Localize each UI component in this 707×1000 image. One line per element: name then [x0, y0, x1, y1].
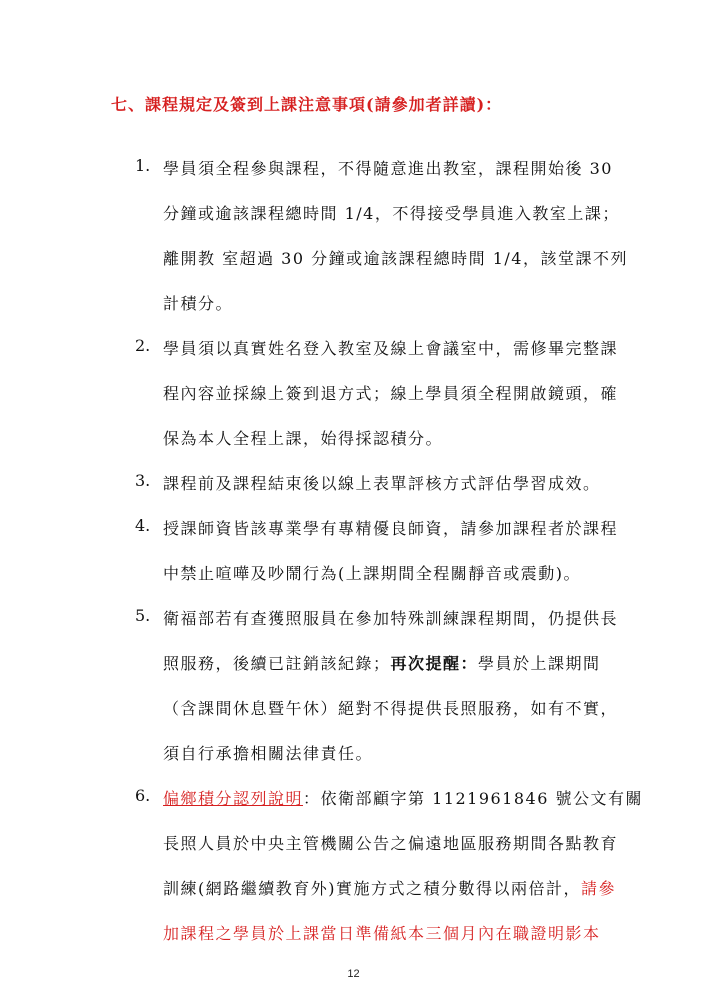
item-text-line	[163, 876, 616, 899]
item-text-segment: 照服務，後續已註銷該紀錄；	[163, 654, 391, 673]
item-text-line: 離開教 室超過 30 分鐘或逾該課程總時間 1/4，該堂課不列	[163, 249, 628, 268]
item-text-line: 長照人員於中央主管機關公告之偏遠地區服務期間各點教育	[163, 834, 619, 853]
item-number: 2.	[135, 336, 151, 355]
item-text-line: 衛福部若有查獲照服員在參加特殊訓練課程期間，仍提供長	[163, 609, 619, 628]
item-text-line	[163, 651, 601, 674]
item-number: 6.	[135, 786, 151, 805]
item-number: 5.	[135, 606, 151, 625]
rural-credit-link-text: 偏鄉積分認列說明	[163, 789, 304, 808]
item-text-segment: ：依衛部顧字第 1121961846 號公文有關	[303, 789, 643, 808]
item-text-segment: 訓練(網路繼續教育外)實施方式之積分數得以兩倍計，	[163, 879, 581, 898]
item-text-line: （含課間休息暨午休）絕對不得提供長照服務，如有不實，	[163, 699, 619, 718]
item-text-line: 計積分。	[163, 294, 234, 313]
item-number: 1.	[135, 156, 151, 175]
item-text-line: 授課師資皆該專業學有專精優良師資，請參加課程者於課程	[163, 519, 619, 538]
item-text-segment: 學員於上課期間	[478, 654, 601, 673]
item-text-line	[163, 786, 643, 809]
item-text-line: 學員須全程參與課程，不得隨意進出教室，課程開始後 30	[163, 159, 613, 178]
item-text-line: 加課程之學員於上課當日準備紙本三個月內在職證明影本	[163, 924, 601, 943]
red-notice-text: 請參	[581, 879, 617, 898]
item-text-line: 須自行承擔相關法律責任。	[163, 744, 374, 763]
item-number: 4.	[135, 516, 151, 535]
section-heading: 七、課程規定及簽到上課注意事項(請參加者詳讀)：	[111, 95, 503, 114]
item-text-line: 中禁止喧嘩及吵鬧行為(上課期間全程關靜音或震動)。	[163, 564, 581, 583]
page-number: 12	[347, 968, 360, 980]
item-number: 3.	[135, 471, 151, 490]
item-text-line: 學員須以真實姓名登入教室及線上會議室中，需修畢完整課	[163, 339, 619, 358]
item-text-line: 保為本人全程上課，始得採認積分。	[163, 429, 444, 448]
item-text-line: 程內容並採線上簽到退方式；線上學員須全程開啟鏡頭，確	[163, 384, 619, 403]
item-text-line: 分鐘或逾該課程總時間 1/4，不得接受學員進入教室上課；	[163, 204, 620, 223]
reminder-emphasis: 再次提醒：	[390, 654, 479, 673]
item-text-line: 課程前及課程結束後以線上表單評核方式評估學習成效。	[163, 474, 601, 493]
